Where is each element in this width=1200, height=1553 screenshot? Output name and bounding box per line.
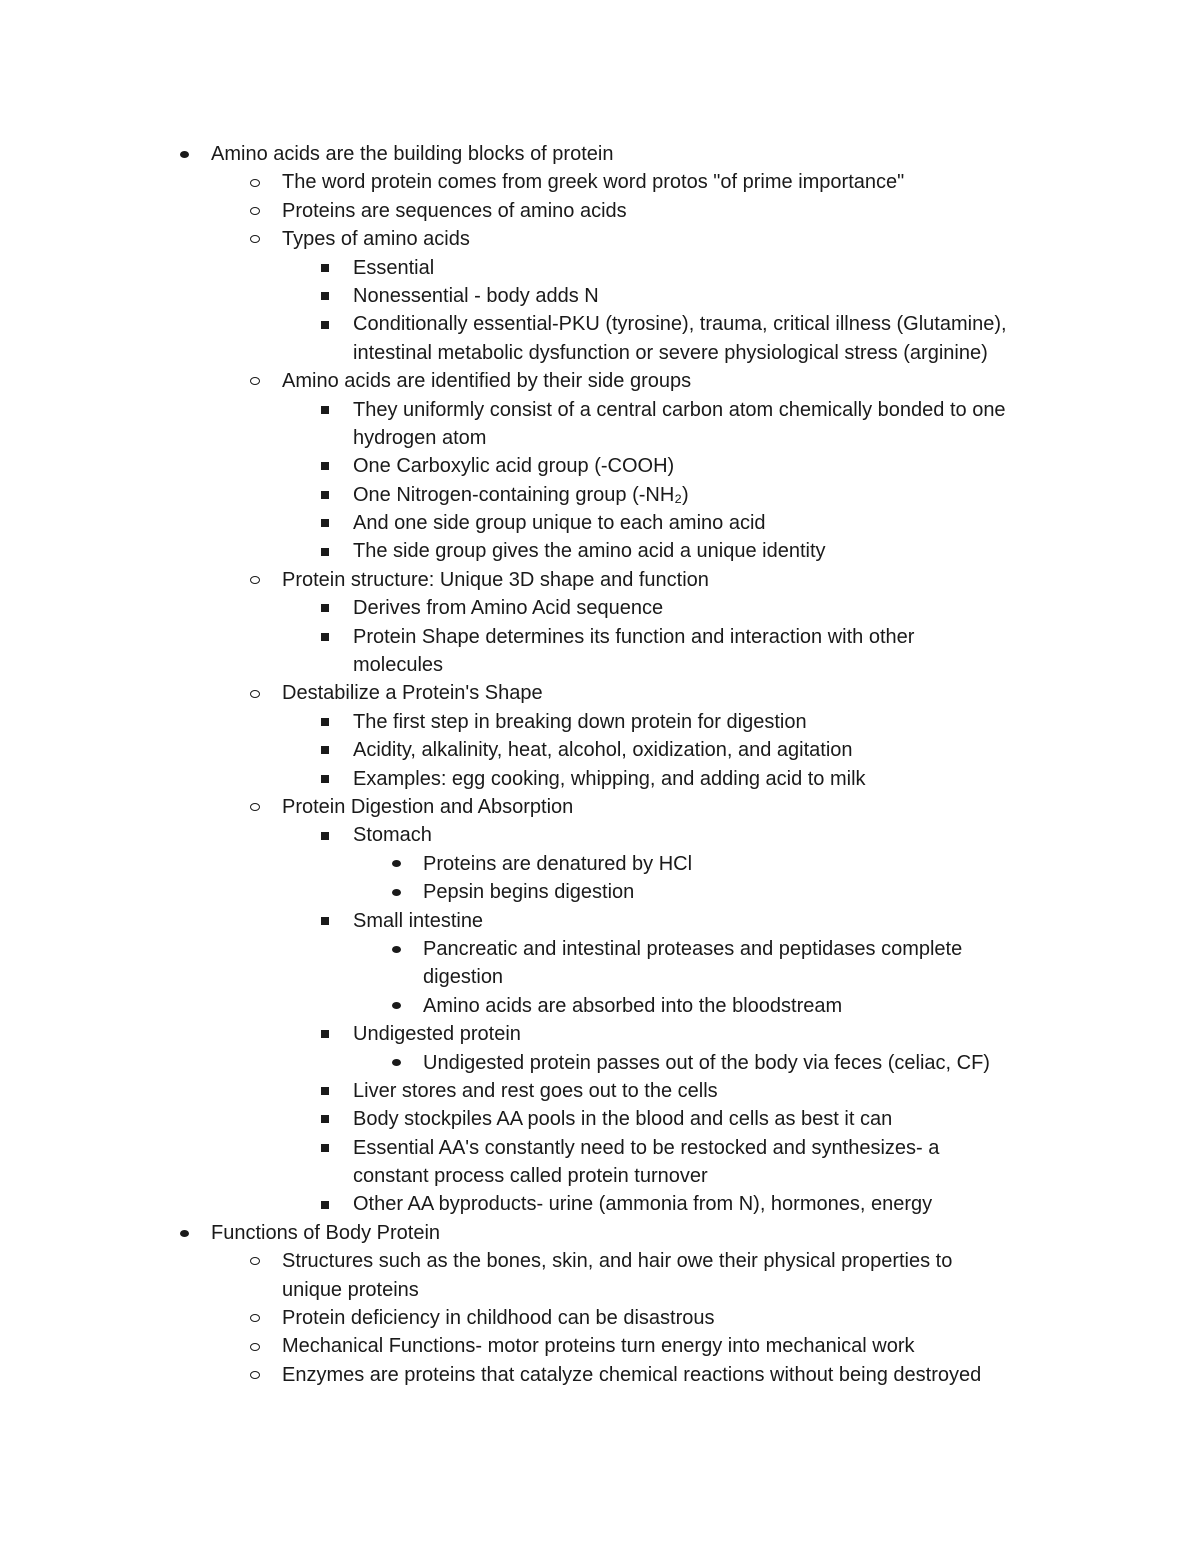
- outline-item: [0, 1219, 1200, 1247]
- outline-item-continuation: [0, 1276, 1200, 1304]
- outline-item-text: Amino acids are the building blocks of protein: [211, 143, 614, 165]
- outline-item-continuation: [0, 1162, 1200, 1190]
- outline-item: [0, 878, 1200, 906]
- outline-item-text: Amino acids are absorbed into the bloodstream: [423, 994, 843, 1017]
- outline-item: [0, 1247, 1200, 1275]
- outline-item-text: One Carboxylic acid group (-COOH): [353, 455, 675, 478]
- square-bullet-icon: [315, 1134, 335, 1162]
- square-bullet-icon: [315, 1020, 335, 1048]
- outline-item-text: Small intestine: [353, 909, 484, 932]
- outline-item: [0, 1134, 1200, 1162]
- filled-circle-bullet-icon: [386, 1049, 406, 1077]
- outline-item-text: Stomach: [353, 824, 432, 847]
- outline-item: [0, 821, 1200, 849]
- outline-item: [0, 1361, 1200, 1389]
- square-bullet-icon: [315, 310, 335, 338]
- square-bullet-icon: [315, 821, 335, 849]
- square-bullet-icon: [315, 765, 335, 793]
- square-bullet-icon: [315, 452, 335, 480]
- outline-item-text: Proteins are sequences of amino acids: [282, 199, 627, 222]
- outline-item: [0, 1077, 1200, 1105]
- outline-item-text: The side group gives the amino acid a unique identity: [353, 540, 826, 563]
- outline-item: [0, 679, 1200, 707]
- outline-item-continuation: [0, 339, 1200, 367]
- outline-item: [0, 765, 1200, 793]
- hollow-circle-bullet-icon: [245, 793, 265, 821]
- outline-item-text: Acidity, alkalinity, heat, alcohol, oxidization, and agitation: [353, 739, 853, 762]
- outline-item-text: Pepsin begins digestion: [423, 881, 635, 904]
- outline-item: [0, 225, 1200, 253]
- filled-circle-bullet-icon: [386, 850, 406, 878]
- square-bullet-icon: [315, 537, 335, 565]
- outline-item-text: digestion: [423, 966, 504, 989]
- square-bullet-icon: [315, 481, 335, 509]
- outline-item-text: unique proteins: [282, 1278, 419, 1301]
- outline-item: [0, 537, 1200, 565]
- outline-item-text: Body stockpiles AA pools in the blood and cells as best it can: [353, 1108, 893, 1131]
- hollow-circle-bullet-icon: [245, 566, 265, 594]
- outline-item: [0, 793, 1200, 821]
- outline-item-text: Functions of Body Protein: [211, 1221, 441, 1244]
- hollow-circle-bullet-icon: [245, 225, 265, 253]
- outline-item-text: Liver stores and rest goes out to the cells: [353, 1079, 718, 1102]
- outline-item-text: The word protein comes from greek word protos "of prime importance": [282, 171, 905, 194]
- filled-circle-bullet-icon: [174, 140, 194, 168]
- square-bullet-icon: [315, 736, 335, 764]
- hollow-circle-bullet-icon: [245, 168, 265, 196]
- outline-item: [0, 367, 1200, 395]
- outline-item: [0, 1105, 1200, 1133]
- outline-item-text: constant process called protein turnover: [353, 1165, 708, 1188]
- outline-item: [0, 1190, 1200, 1218]
- outline-item-text: Derives from Amino Acid sequence: [353, 597, 664, 620]
- document-body: [0, 140, 1200, 1389]
- outline-item-text: Protein structure: Unique 3D shape and function: [282, 568, 709, 591]
- hollow-circle-bullet-icon: [245, 197, 265, 225]
- outline-item: [0, 254, 1200, 282]
- outline-item-text: Conditionally essential-PKU (tyrosine), trauma, critical illness (Glutamine),: [353, 313, 1007, 336]
- square-bullet-icon: [315, 509, 335, 537]
- outline-item: [0, 197, 1200, 225]
- outline-item: [0, 935, 1200, 963]
- square-bullet-icon: [315, 1190, 335, 1218]
- outline-item-text: Types of amino acids: [282, 228, 470, 251]
- outline-item: [0, 594, 1200, 622]
- outline-item: [0, 282, 1200, 310]
- square-bullet-icon: [315, 708, 335, 736]
- square-bullet-icon: [315, 1105, 335, 1133]
- hollow-circle-bullet-icon: [245, 1304, 265, 1332]
- outline-item-text: intestinal metabolic dysfunction or severe physiological stress (arginine): [353, 341, 988, 364]
- hollow-circle-bullet-icon: [245, 367, 265, 395]
- outline-item-text: Protein Shape determines its function and interaction with other: [353, 625, 915, 648]
- outline-item-text: Pancreatic and intestinal proteases and peptidases complete: [423, 937, 963, 960]
- square-bullet-icon: [315, 396, 335, 424]
- hollow-circle-bullet-icon: [245, 679, 265, 707]
- filled-circle-bullet-icon: [386, 878, 406, 906]
- filled-circle-bullet-icon: [386, 935, 406, 963]
- outline-item: [0, 1332, 1200, 1360]
- hollow-circle-bullet-icon: [245, 1361, 265, 1389]
- outline-item-text: molecules: [353, 654, 444, 677]
- square-bullet-icon: [315, 623, 335, 651]
- outline-item: [0, 850, 1200, 878]
- outline-item-text: Proteins are denatured by HCl: [423, 852, 693, 875]
- outline-item: [0, 708, 1200, 736]
- outline-item-text: Undigested protein passes out of the body via feces (celiac, CF): [423, 1051, 990, 1074]
- square-bullet-icon: [315, 907, 335, 935]
- outline-item: [0, 310, 1200, 338]
- outline-item-text: Examples: egg cooking, whipping, and adding acid to milk: [353, 767, 866, 790]
- outline-item: [0, 452, 1200, 480]
- outline-item: [0, 907, 1200, 935]
- hollow-circle-bullet-icon: [245, 1247, 265, 1275]
- outline-item: [0, 481, 1200, 509]
- outline-item-text: And one side group unique to each amino acid: [353, 512, 766, 535]
- square-bullet-icon: [315, 1077, 335, 1105]
- outline-item-text: Undigested protein: [353, 1023, 521, 1046]
- outline-item-continuation: [0, 651, 1200, 679]
- outline-item: [0, 396, 1200, 424]
- outline-item-text: Protein deficiency in childhood can be disastrous: [282, 1307, 715, 1330]
- outline-item-text: Enzymes are proteins that catalyze chemical reactions without being destroyed: [282, 1363, 982, 1386]
- outline-item: [0, 1020, 1200, 1048]
- outline-item: [0, 992, 1200, 1020]
- outline-item-text: They uniformly consist of a central carbon atom chemically bonded to one: [353, 398, 1006, 421]
- square-bullet-icon: [315, 254, 335, 282]
- outline-item-text: The first step in breaking down protein for digestion: [353, 710, 807, 733]
- outline-item: [0, 623, 1200, 651]
- outline-item-continuation: [0, 963, 1200, 991]
- square-bullet-icon: [315, 282, 335, 310]
- outline-item: [0, 566, 1200, 594]
- filled-circle-bullet-icon: [174, 1219, 194, 1247]
- outline-item: [0, 1304, 1200, 1332]
- outline-item: [0, 1049, 1200, 1077]
- outline-item-text: Nonessential - body adds N: [353, 284, 599, 307]
- outline-item-text: Destabilize a Protein's Shape: [282, 682, 543, 705]
- outline-item-text: Essential: [353, 256, 435, 279]
- outline-item-text: hydrogen atom: [353, 426, 487, 449]
- outline-item: [0, 509, 1200, 537]
- hollow-circle-bullet-icon: [245, 1332, 265, 1360]
- outline-item-text: Mechanical Functions- motor proteins turn energy into mechanical work: [282, 1335, 915, 1358]
- outline-item-text: One Nitrogen-containing group (-NH₂): [353, 483, 689, 506]
- outline-item-text: Essential AA's constantly need to be restocked and synthesizes- a: [353, 1136, 940, 1159]
- square-bullet-icon: [315, 594, 335, 622]
- outline-item: [0, 140, 1200, 168]
- outline-item-text: Protein Digestion and Absorption: [282, 795, 574, 818]
- outline-item-text: Amino acids are identified by their side groups: [282, 370, 692, 393]
- outline-item: [0, 168, 1200, 196]
- filled-circle-bullet-icon: [386, 992, 406, 1020]
- outline-item-text: Structures such as the bones, skin, and hair owe their physical properties to: [282, 1250, 953, 1273]
- outline-item-text: Other AA byproducts- urine (ammonia from N), hormones, energy: [353, 1193, 933, 1216]
- outline-item-continuation: [0, 424, 1200, 452]
- outline-item: [0, 736, 1200, 764]
